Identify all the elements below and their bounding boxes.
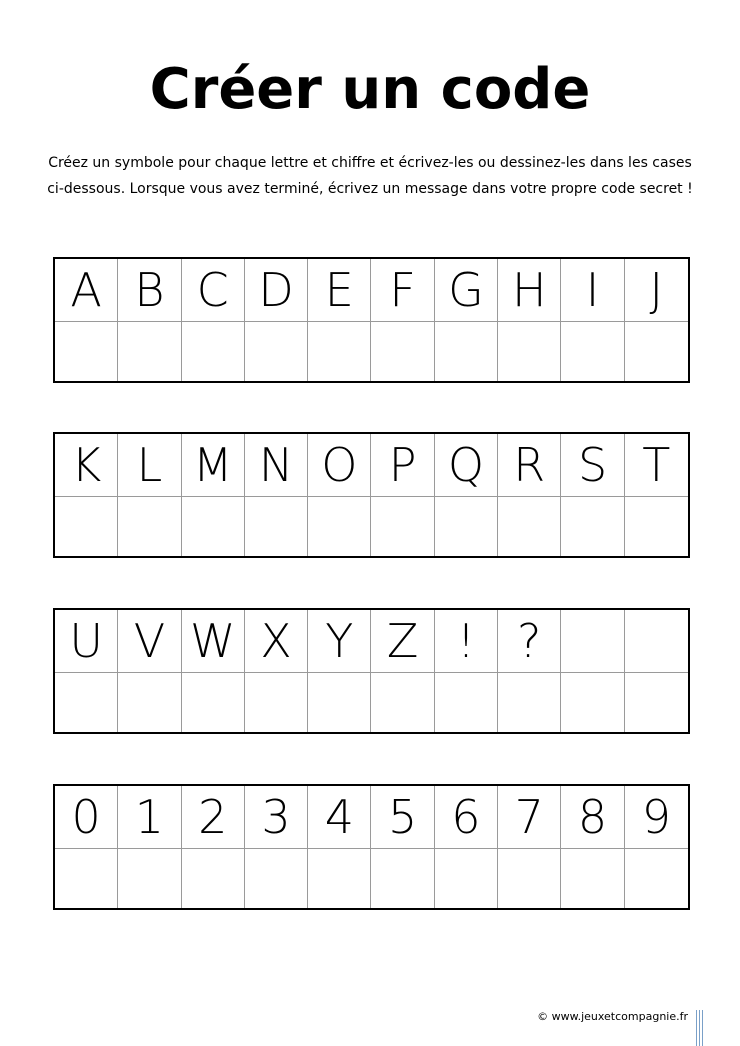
code-grid-4 — [53, 784, 690, 910]
symbol-box[interactable] — [308, 673, 371, 732]
instructions-line-1: Créez un symbole pour chaque lettre et chiffre et écrivez-les ou dessinez-les dans les cases — [48, 155, 692, 171]
symbol-box[interactable] — [371, 849, 434, 908]
character-cell: O — [308, 434, 371, 497]
character-cell: A — [55, 259, 118, 322]
symbol-box[interactable] — [435, 673, 498, 732]
character-cell: V — [118, 610, 181, 673]
symbol-box[interactable] — [561, 673, 624, 732]
symbol-box[interactable] — [625, 673, 688, 732]
character-cell: X — [245, 610, 308, 673]
symbol-box[interactable] — [182, 497, 245, 556]
symbol-box[interactable] — [435, 497, 498, 556]
character-cell: Q — [435, 434, 498, 497]
character-cell: L — [118, 434, 181, 497]
symbol-box[interactable] — [118, 497, 181, 556]
symbol-box[interactable] — [371, 497, 434, 556]
symbol-box[interactable] — [118, 673, 181, 732]
character-cell: 0 — [55, 786, 118, 849]
character-cell: ! — [435, 610, 498, 673]
character-cell: F — [371, 259, 434, 322]
symbol-box[interactable] — [435, 849, 498, 908]
character-cell: W — [182, 610, 245, 673]
symbol-box[interactable] — [308, 849, 371, 908]
character-cell: 4 — [308, 786, 371, 849]
page-title: Créer un code — [149, 57, 591, 122]
symbol-box[interactable] — [625, 322, 688, 381]
character-cell: D — [245, 259, 308, 322]
footer-decoration — [696, 1010, 706, 1046]
character-cell: 6 — [435, 786, 498, 849]
instructions-line-2: ci-dessous. Lorsque vous avez terminé, écrivez un message dans votre propre code secret ! — [47, 181, 693, 197]
symbol-box[interactable] — [55, 849, 118, 908]
symbol-box[interactable] — [308, 322, 371, 381]
character-cell: ? — [498, 610, 561, 673]
character-cell: U — [55, 610, 118, 673]
symbol-box[interactable] — [371, 673, 434, 732]
symbol-box[interactable] — [55, 673, 118, 732]
symbol-box[interactable] — [435, 322, 498, 381]
symbol-box[interactable] — [55, 497, 118, 556]
symbol-box[interactable] — [245, 673, 308, 732]
character-cell: I — [561, 259, 624, 322]
symbol-box[interactable] — [245, 322, 308, 381]
character-cell: 1 — [118, 786, 181, 849]
symbol-box[interactable] — [498, 849, 561, 908]
character-cell: 3 — [245, 786, 308, 849]
symbol-box[interactable] — [561, 849, 624, 908]
symbol-box[interactable] — [498, 673, 561, 732]
character-cell: N — [245, 434, 308, 497]
character-cell: K — [55, 434, 118, 497]
character-cell: E — [308, 259, 371, 322]
character-cell: 9 — [625, 786, 688, 849]
code-grid-1 — [53, 257, 690, 383]
character-cell: 8 — [561, 786, 624, 849]
symbol-box[interactable] — [498, 497, 561, 556]
symbol-box[interactable] — [245, 497, 308, 556]
character-cell: Y — [308, 610, 371, 673]
character-cell: 7 — [498, 786, 561, 849]
character-cell: P — [371, 434, 434, 497]
instructions — [30, 150, 710, 202]
code-grid-3 — [53, 608, 690, 734]
symbol-box[interactable] — [182, 322, 245, 381]
character-cell: M — [182, 434, 245, 497]
symbol-box[interactable] — [625, 849, 688, 908]
character-cell: C — [182, 259, 245, 322]
symbol-box[interactable] — [245, 849, 308, 908]
symbol-box[interactable] — [498, 322, 561, 381]
symbol-box[interactable] — [561, 497, 624, 556]
character-cell: Z — [371, 610, 434, 673]
character-cell: B — [118, 259, 181, 322]
symbol-box[interactable] — [118, 849, 181, 908]
character-cell: 5 — [371, 786, 434, 849]
character-cell: G — [435, 259, 498, 322]
character-cell — [561, 610, 624, 673]
character-cell — [625, 610, 688, 673]
symbol-box[interactable] — [371, 322, 434, 381]
character-cell: J — [625, 259, 688, 322]
symbol-box[interactable] — [561, 322, 624, 381]
character-cell: R — [498, 434, 561, 497]
code-grid-2 — [53, 432, 690, 558]
symbol-box[interactable] — [55, 322, 118, 381]
character-cell: 2 — [182, 786, 245, 849]
character-cell: S — [561, 434, 624, 497]
character-cell: H — [498, 259, 561, 322]
symbol-box[interactable] — [182, 673, 245, 732]
symbol-box[interactable] — [182, 849, 245, 908]
footer-credit: © www.jeuxetcompagnie.fr — [537, 1010, 688, 1023]
character-cell: T — [625, 434, 688, 497]
symbol-box[interactable] — [308, 497, 371, 556]
symbol-box[interactable] — [625, 497, 688, 556]
symbol-box[interactable] — [118, 322, 181, 381]
